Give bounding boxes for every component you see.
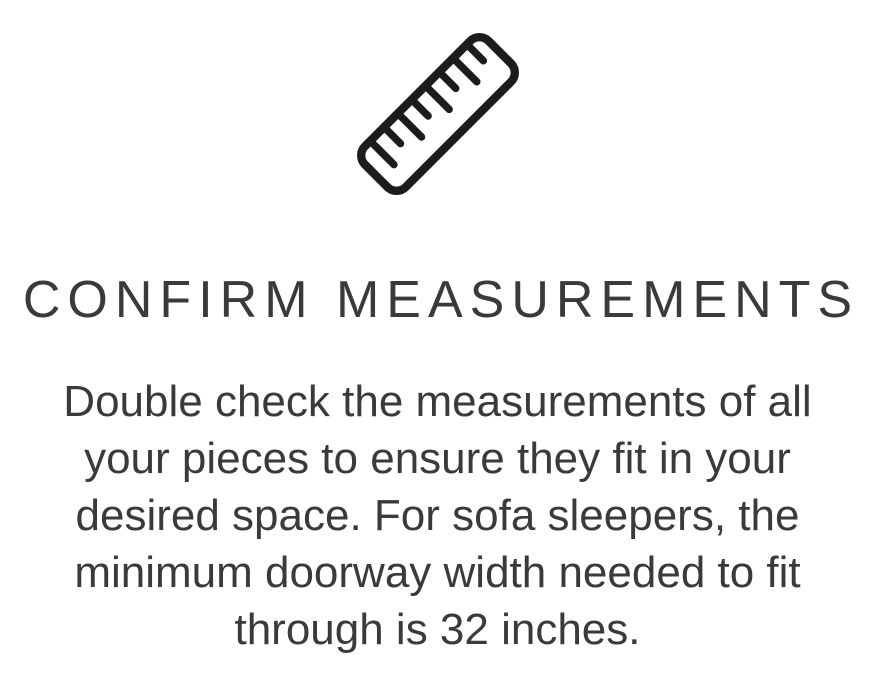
ruler-icon-svg — [343, 21, 533, 207]
section-description — [63, 373, 811, 658]
ruler-icon — [343, 21, 533, 207]
description-line: desired space. For sofa sleepers, the — [75, 491, 800, 540]
description-line: through is 32 inches. — [234, 605, 641, 654]
description-line: Double check the measurements of all — [63, 377, 812, 426]
section-title: CONFIRM MEASUREMENTS — [22, 271, 860, 329]
description-line: your pieces to ensure they fit in your — [84, 434, 791, 483]
description-line: minimum doorway width needed to fit — [74, 548, 801, 597]
